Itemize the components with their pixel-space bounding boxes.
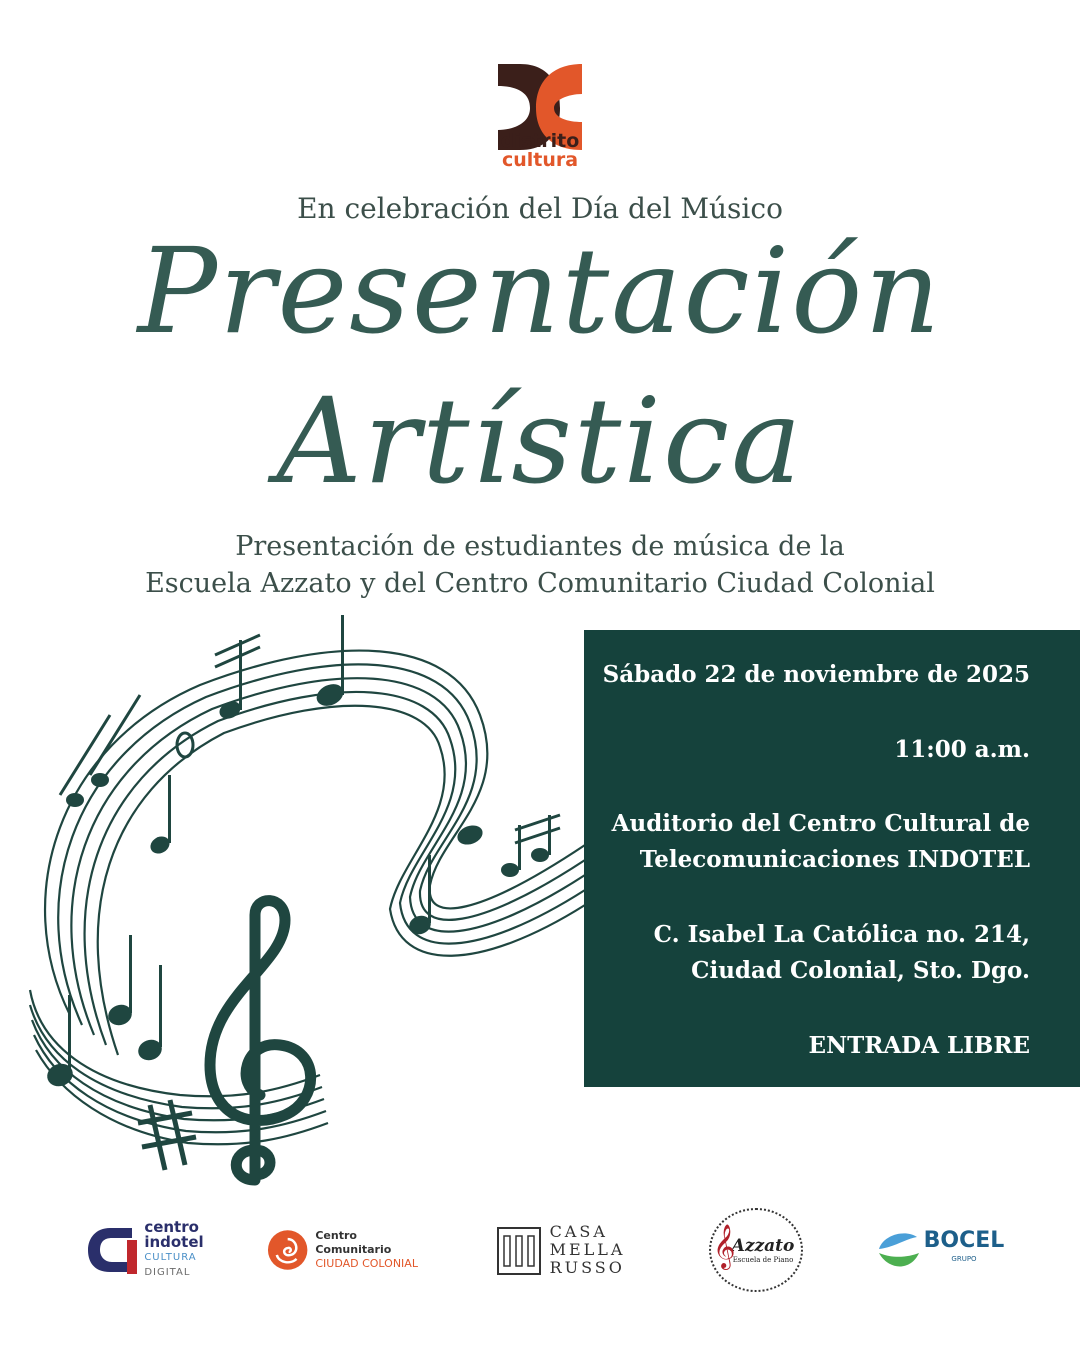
event-time: 11:00 a.m. <box>894 736 1030 763</box>
casa-text <box>550 1223 626 1277</box>
sponsor-bocel-logo <box>872 1205 1007 1295</box>
title-line-2: Artística <box>276 372 804 510</box>
casa-line-3: RUSSO <box>549 1258 625 1277</box>
indotel-line-3: CULTURA <box>144 1252 197 1263</box>
description-line-1: Presentación de estudiantes de música de la <box>235 531 845 562</box>
casa-line-2: MELLA <box>549 1240 626 1259</box>
indotel-mark-icon <box>82 1220 142 1280</box>
description <box>80 528 1000 602</box>
community-line-1: Centro Comunitario <box>315 1229 392 1256</box>
community-line-2: CIUDAD COLONIAL <box>315 1257 418 1270</box>
bocel-sub: GRUPO <box>951 1255 977 1263</box>
venue-line-1: Auditorio del Centro Cultural de <box>611 810 1030 837</box>
sponsor-azzato-logo <box>700 1205 812 1295</box>
building-icon <box>496 1224 542 1276</box>
description-line-2: Escuela Azzato y del Centro Comunitario Ciudad Colonial <box>145 568 935 599</box>
logo-line-1: distrito <box>500 130 580 152</box>
bocel-name: BOCEL <box>923 1228 1005 1253</box>
bocel-leaf-icon <box>875 1227 921 1273</box>
sponsor-indotel-logo <box>78 1205 208 1295</box>
address-line-1: C. Isabel La Católica no. 214, <box>653 921 1030 948</box>
entry-label: ENTRADA LIBRE <box>808 1032 1030 1059</box>
casa-line-1: CASA <box>549 1222 608 1241</box>
indotel-line-2: indotel <box>144 1233 204 1251</box>
logo-line-2: cultura <box>501 149 579 171</box>
indotel-text <box>144 1220 203 1280</box>
event-details-panel <box>584 630 1080 1087</box>
address-line-2: Ciudad Colonial, Sto. Dgo. <box>691 957 1030 984</box>
indotel-line-4: DIGITAL <box>144 1267 191 1278</box>
logo-wordmark <box>470 132 610 170</box>
event-date: Sábado 22 de noviembre de 2025 <box>602 661 1030 688</box>
treble-clef-icon: 𝄞 <box>713 1224 736 1268</box>
bocel-text <box>923 1228 1005 1268</box>
azzato-name: Azzato <box>731 1236 795 1256</box>
intro-text: En celebración del Día del Músico <box>297 192 783 225</box>
azzato-badge <box>709 1208 803 1292</box>
music-staff-illustration <box>0 595 600 1195</box>
community-swirl-icon <box>265 1227 310 1273</box>
title-line-1: Presentación <box>137 222 943 360</box>
venue-line-2: Telecomunicaciones INDOTEL <box>639 846 1030 873</box>
azzato-sub: Escuela de Piano <box>732 1256 794 1264</box>
community-text <box>315 1229 435 1271</box>
indotel-line-1: centro <box>144 1218 199 1236</box>
sponsor-casa-mella-russo-logo <box>483 1205 638 1295</box>
sponsor-community-logo <box>265 1205 435 1295</box>
